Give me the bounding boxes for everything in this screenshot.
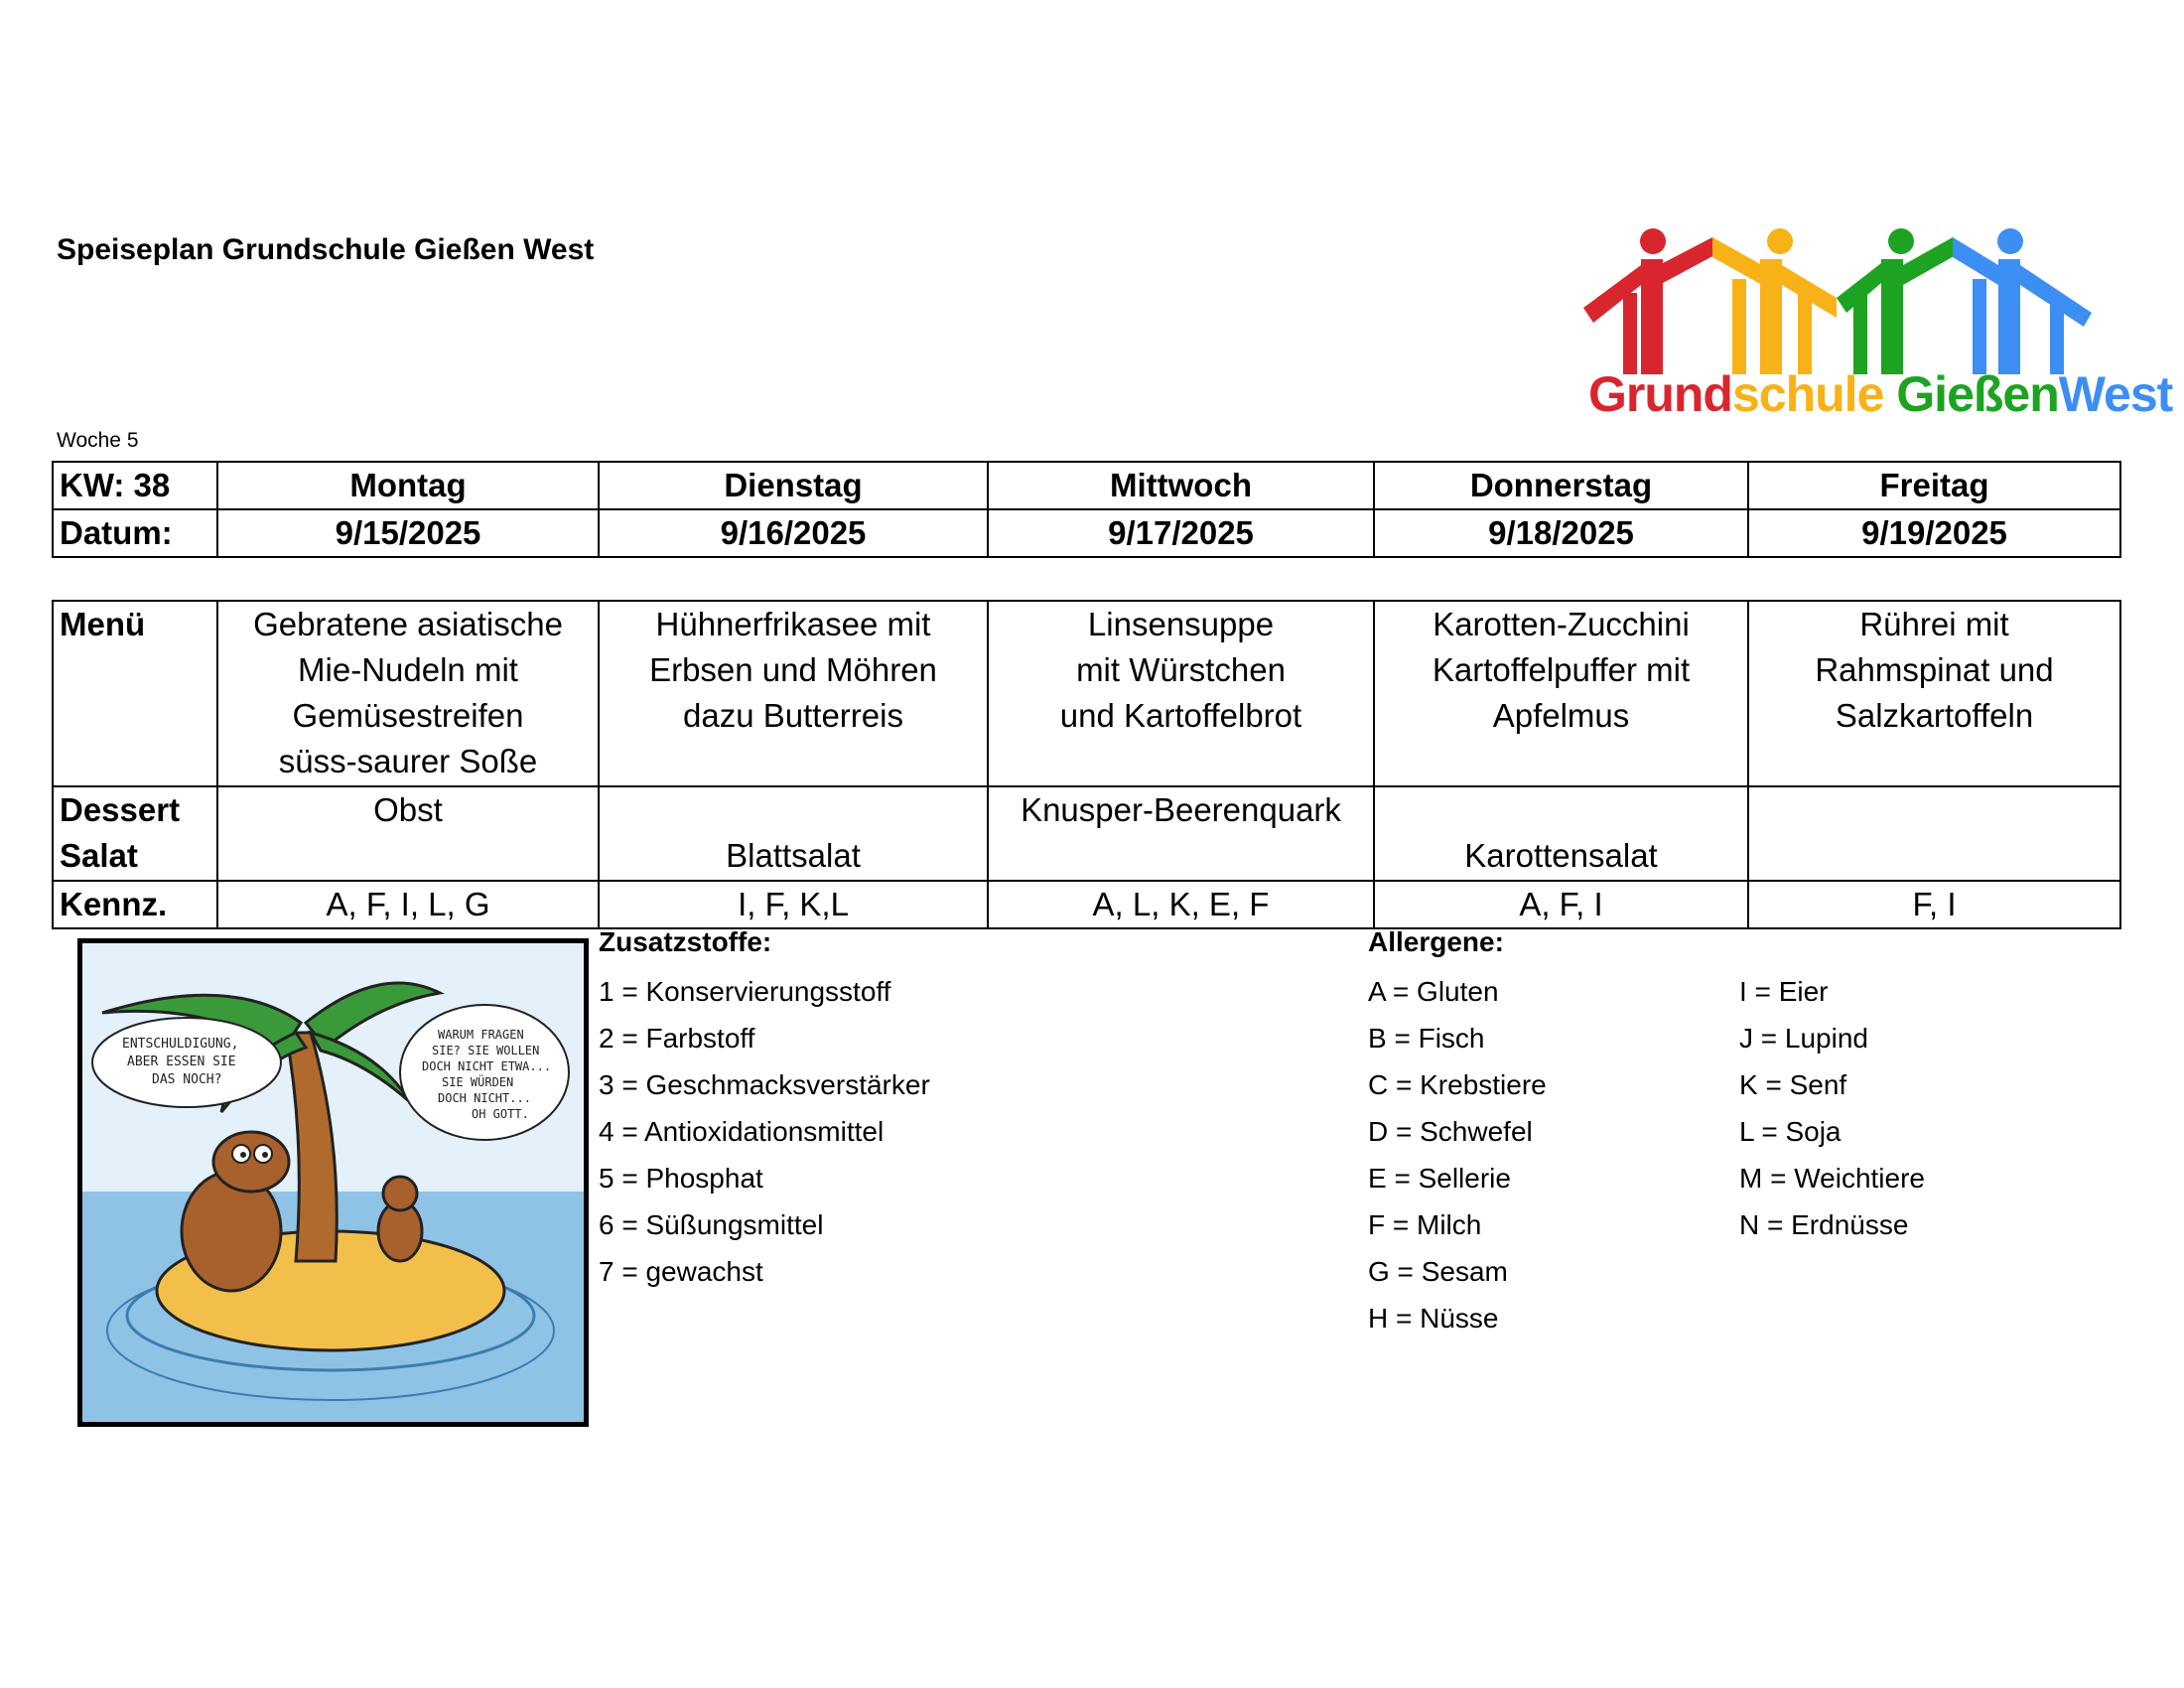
day-date: 9/15/2025 <box>217 509 599 557</box>
menu-line: Karotten-Zucchini <box>1433 606 1690 642</box>
day-name: Donnerstag <box>1374 462 1748 509</box>
menu-line: mit Würstchen <box>1076 651 1286 688</box>
menu-line: Gemüsestreifen <box>292 697 524 734</box>
date-label: Datum: <box>53 509 217 557</box>
menu-line: Hühnerfrikasee mit <box>655 606 931 642</box>
dessert-salat-cell <box>1374 786 1748 881</box>
menu-cell <box>1748 601 2120 786</box>
menu-table <box>52 600 2121 929</box>
menu-line: Salzkartoffeln <box>1835 697 2034 734</box>
kennz-value: A, L, K, E, F <box>988 881 1374 928</box>
day-name: Mittwoch <box>988 462 1374 509</box>
menu-cell <box>1374 601 1748 786</box>
logo-figure-green <box>1837 228 1956 374</box>
date-row <box>53 509 2120 557</box>
list-item: F = Milch <box>1368 1209 1482 1240</box>
dessert-salat-label <box>53 786 217 881</box>
svg-text:ENTSCHULDIGUNG,: ENTSCHULDIGUNG, <box>122 1037 239 1052</box>
svg-text:WARUM FRAGEN: WARUM FRAGEN <box>438 1028 524 1042</box>
menu-row <box>53 601 2120 786</box>
dessert-label: Dessert <box>60 791 181 828</box>
svg-text:DAS NOCH?: DAS NOCH? <box>152 1072 222 1087</box>
menu-cell <box>599 601 988 786</box>
day-name: Freitag <box>1748 462 2120 509</box>
menu-line: Rührei mit <box>1859 606 2009 642</box>
menu-cell <box>217 601 599 786</box>
menu-line: Mie-Nudeln mit <box>298 651 518 688</box>
menu-cell <box>988 601 1374 786</box>
allergene-list-2 <box>1739 968 1925 1248</box>
dessert-value <box>1755 787 2114 833</box>
menu-line: Rahmspinat und <box>1815 651 2054 688</box>
list-item: G = Sesam <box>1368 1256 1508 1287</box>
list-item: 2 = Farbstoff <box>599 1023 755 1054</box>
page-title: Speiseplan Grundschule Gießen West <box>57 233 595 266</box>
dessert-salat-cell <box>217 786 599 881</box>
list-item: I = Eier <box>1739 976 1829 1007</box>
menu-line: Gebratene asiatische <box>253 606 563 642</box>
day-row <box>53 462 2120 509</box>
dessert-value: Knusper-Beerenquark <box>1021 791 1341 828</box>
list-item: E = Sellerie <box>1368 1163 1511 1194</box>
speech-bubble-right <box>400 1005 569 1140</box>
list-item: 4 = Antioxidationsmittel <box>599 1116 885 1147</box>
list-item: A = Gluten <box>1368 976 1499 1007</box>
week-label: Woche 5 <box>57 429 139 452</box>
comic-illustration <box>77 938 589 1427</box>
day-name: Dienstag <box>599 462 988 509</box>
svg-text:DOCH NICHT...: DOCH NICHT... <box>438 1091 531 1105</box>
menu-line: Erbsen und Möhren <box>649 651 937 688</box>
list-item: K = Senf <box>1739 1069 1847 1100</box>
day-name: Montag <box>217 462 599 509</box>
day-date: 9/18/2025 <box>1374 509 1748 557</box>
logo-figure-yellow <box>1712 228 1837 374</box>
list-item: J = Lupind <box>1739 1023 1868 1054</box>
day-date: 9/16/2025 <box>599 509 988 557</box>
dessert-value <box>1381 787 1741 833</box>
list-item: 1 = Konservierungsstoff <box>599 976 891 1007</box>
salat-value <box>1755 833 2114 879</box>
menu-label: Menü <box>53 601 217 786</box>
svg-text:SIE WÜRDEN: SIE WÜRDEN <box>442 1075 514 1089</box>
svg-text:SIE? SIE WOLLEN: SIE? SIE WOLLEN <box>432 1044 540 1057</box>
kw-label: KW: 38 <box>53 462 217 509</box>
dessert-value: Obst <box>373 791 443 828</box>
list-item: 5 = Phosphat <box>599 1163 763 1194</box>
logo-wordmark: Grundschule GießenWest <box>1588 366 2173 422</box>
salat-label: Salat <box>60 837 138 874</box>
day-date: 9/17/2025 <box>988 509 1374 557</box>
kennz-value: F, I <box>1748 881 2120 928</box>
comic-drawing <box>82 943 584 1422</box>
kennz-row <box>53 881 2120 928</box>
menu-line: süss-saurer Soße <box>278 743 538 779</box>
list-item: C = Krebstiere <box>1368 1069 1547 1100</box>
menu-line: Kartoffelpuffer mit <box>1432 651 1691 688</box>
list-item: L = Soja <box>1739 1116 1842 1147</box>
menu-line: dazu Butterreis <box>683 697 903 734</box>
zusatzstoffe-list <box>599 968 930 1295</box>
salat-value <box>224 833 592 879</box>
day-date: 9/19/2025 <box>1748 509 2120 557</box>
kennz-label: Kennz. <box>53 881 217 928</box>
svg-text:OH GOTT.: OH GOTT. <box>472 1107 529 1121</box>
kennz-value: A, F, I, L, G <box>217 881 599 928</box>
dessert-salat-cell <box>1748 786 2120 881</box>
dessert-salat-cell <box>599 786 988 881</box>
list-item: M = Weichtiere <box>1739 1163 1925 1194</box>
salat-value <box>995 833 1367 879</box>
dessert-salat-cell <box>988 786 1374 881</box>
svg-text:ABER ESSEN SIE: ABER ESSEN SIE <box>127 1055 236 1069</box>
allergene-title: Allergene: <box>1368 926 1504 957</box>
dessert-value <box>606 787 981 833</box>
zusatzstoffe-title: Zusatzstoffe: <box>599 926 772 957</box>
logo-figure-blue <box>1953 228 2092 374</box>
menu-line: und Kartoffelbrot <box>1059 697 1302 734</box>
logo-figure-red <box>1583 228 1714 374</box>
list-item: H = Nüsse <box>1368 1303 1499 1334</box>
salat-value: Karottensalat <box>1464 837 1658 874</box>
list-item: 6 = Süßungsmittel <box>599 1209 824 1240</box>
list-item: 7 = gewachst <box>599 1256 763 1287</box>
list-item: D = Schwefel <box>1368 1116 1533 1147</box>
dessert-salat-row <box>53 786 2120 881</box>
allergene-list-1 <box>1368 968 1547 1341</box>
header-table <box>52 461 2121 558</box>
kennz-value: I, F, K,L <box>599 881 988 928</box>
svg-text:DOCH NICHT ETWA...: DOCH NICHT ETWA... <box>422 1059 552 1073</box>
speech-bubble-left <box>92 1018 281 1107</box>
kennz-value: A, F, I <box>1374 881 1748 928</box>
list-item: B = Fisch <box>1368 1023 1485 1054</box>
menu-line: Linsensuppe <box>1087 606 1275 642</box>
salat-value: Blattsalat <box>726 837 861 874</box>
menu-line: Apfelmus <box>1492 697 1630 734</box>
list-item: N = Erdnüsse <box>1739 1209 1909 1240</box>
list-item: 3 = Geschmacksverstärker <box>599 1069 930 1100</box>
